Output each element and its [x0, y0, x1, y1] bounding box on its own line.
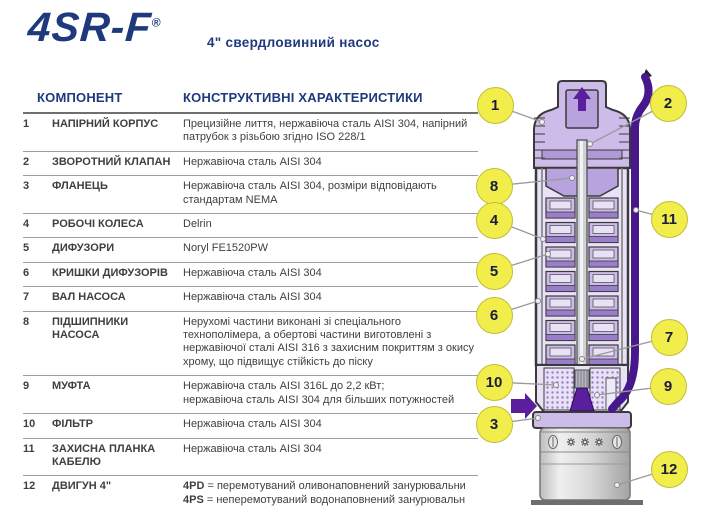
- col-header-component: КОМПОНЕНТ: [37, 90, 123, 105]
- table-row: [23, 287, 478, 311]
- description-line: 4PS = неперемотуваний водонаповнений занурювальн: [183, 493, 466, 506]
- page-title: 4" свердловинний насос: [207, 35, 380, 50]
- table-row: [23, 414, 478, 438]
- callout-4: 4: [476, 202, 513, 239]
- callout-8: 8: [476, 168, 513, 205]
- row-number: 2: [23, 155, 30, 168]
- component-name: ВАЛ НАСОСА: [52, 291, 126, 304]
- motor: [531, 428, 643, 505]
- row-number: 4: [23, 218, 30, 231]
- component-description: Нержавіюча сталь AISI 304: [183, 442, 322, 455]
- motor-vent-icon: [595, 438, 603, 446]
- component-name: ПІДШИПНИКИ НАСОСА: [52, 315, 129, 342]
- row-number: 11: [23, 442, 35, 455]
- table-row: [23, 312, 478, 377]
- table-row: [23, 152, 478, 176]
- table-row: [23, 176, 478, 214]
- table-row: [23, 439, 478, 477]
- component-table-body: [23, 114, 478, 513]
- motor-base: [531, 500, 643, 505]
- component-name: ЗАХИСНА ПЛАНКА КАБЕЛЮ: [52, 442, 156, 468]
- component-name: РОБОЧІ КОЛЕСА: [52, 218, 144, 231]
- component-description: Нерухомі частини виконані зі спеціального технополімера, а обертові частини виготовлені з нержавіючої сталі AISI 316 з захисним покриттям з окису хрому, що підвищує стійкість до піску: [183, 315, 474, 368]
- component-description: Noryl FE1520PW: [183, 242, 268, 255]
- description-line: Нержавіюча сталь AISI 316L до 2,2 кВт;: [183, 380, 385, 393]
- callout-12: 12: [651, 451, 688, 488]
- component-name: ФЛАНЕЦЬ: [52, 180, 108, 193]
- description-line: 4PD = перемотуваний оливонаповнений занурювальни: [183, 480, 466, 493]
- pump-shaft: [577, 140, 587, 370]
- row-number: 1: [23, 118, 30, 130]
- description-line: нержавіюча сталь AISI 304 для більших потужностей: [183, 393, 455, 406]
- col-header-characteristics: КОНСТРУКТИВНІ ХАРАКТЕРИСТИКИ: [183, 90, 423, 105]
- component-description: [183, 380, 478, 407]
- callout-9: 9: [650, 368, 687, 405]
- brand-logo-text: 4SR-F: [26, 4, 154, 50]
- component-description: Нержавіюча сталь AISI 304, розміри відповідають стандартам NEMA: [183, 180, 437, 206]
- motor-flange: [533, 412, 631, 428]
- component-name: КРИШКИ ДИФУЗОРІВ: [52, 266, 168, 279]
- table-row: [23, 263, 478, 287]
- table-row: [23, 214, 478, 238]
- callout-5: 5: [476, 253, 513, 290]
- component-description: Нержавіюча сталь AISI 304: [183, 418, 322, 431]
- row-number: 3: [23, 180, 30, 193]
- component-name: ЗВОРОТНИЙ КЛАПАН: [52, 155, 171, 168]
- component-name: ФІЛЬТР: [52, 418, 94, 431]
- callout-1: 1: [477, 87, 514, 124]
- table-header: [23, 90, 478, 114]
- table-row: [23, 476, 478, 513]
- registered-trademark-icon: ®: [151, 15, 162, 30]
- row-number: 10: [23, 418, 36, 431]
- row-number: 8: [23, 315, 30, 328]
- component-name: ДВИГУН 4": [52, 480, 112, 493]
- component-table: [23, 90, 478, 513]
- table-row: [23, 238, 478, 262]
- callout-7: 7: [651, 319, 688, 356]
- row-number: 12: [23, 480, 36, 493]
- component-description: [183, 480, 478, 507]
- component-name: МУФТА: [52, 380, 91, 393]
- component-description: Прецизійне лиття, нержавіюча сталь AISI 304, напірний патрубок з різьбою згідно ISO 228/1: [183, 118, 468, 144]
- component-description: Нержавіюча сталь AISI 304: [183, 266, 322, 279]
- component-description: Delrin: [183, 218, 212, 231]
- table-row: [23, 114, 478, 152]
- callout-6: 6: [476, 297, 513, 334]
- callout-2: 2: [650, 85, 687, 122]
- row-number: 6: [23, 266, 30, 279]
- filter-screen-left: [544, 368, 574, 410]
- motor-vent-icon: [567, 438, 575, 446]
- row-number: 5: [23, 242, 30, 255]
- component-name: НАПІРНИЙ КОРПУС: [52, 118, 159, 130]
- callout-10: 10: [476, 364, 513, 401]
- component-name: ДИФУЗОРИ: [52, 242, 115, 255]
- brand-logo: [26, 4, 162, 51]
- row-number: 7: [23, 291, 30, 304]
- component-description: Нержавіюча сталь AISI 304: [183, 155, 322, 168]
- motor-vent-icon: [581, 438, 589, 446]
- table-row: [23, 376, 478, 414]
- component-description: Нержавіюча сталь AISI 304: [183, 291, 322, 304]
- callout-3: 3: [476, 406, 513, 443]
- row-number: 9: [23, 380, 30, 393]
- callout-11: 11: [651, 201, 688, 238]
